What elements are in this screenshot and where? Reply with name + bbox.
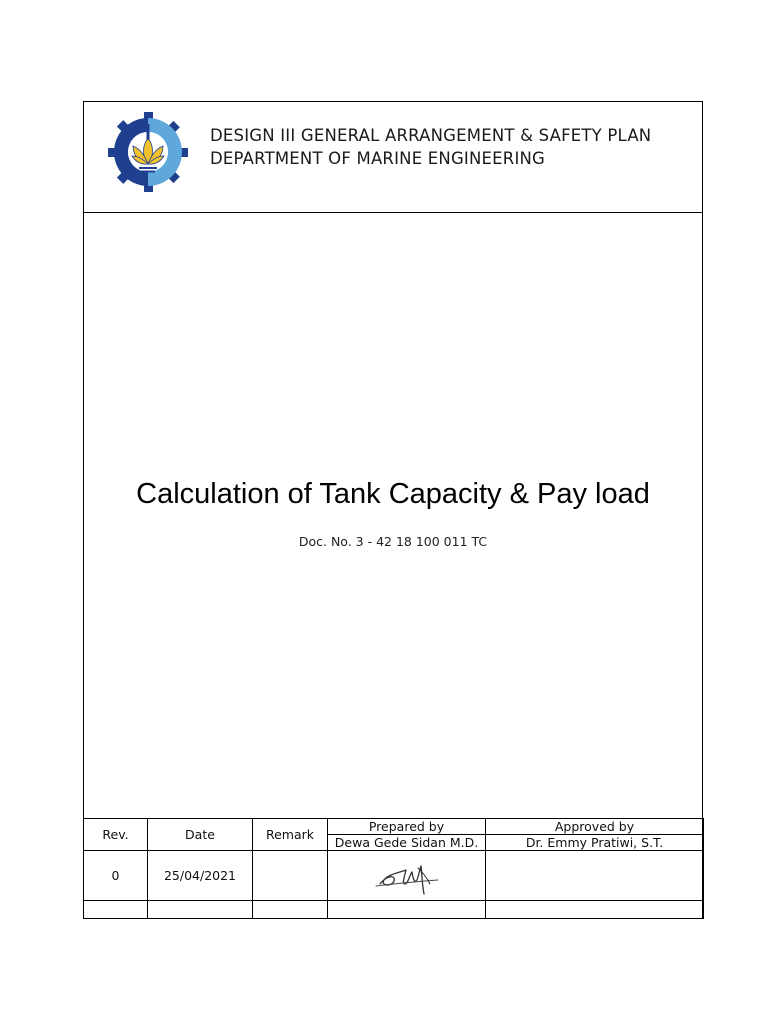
header-title-line-2: DEPARTMENT OF MARINE ENGINEERING: [210, 149, 546, 168]
table-row: [84, 901, 704, 919]
document-frame: [83, 101, 703, 919]
date-value: 25/04/2021: [148, 851, 253, 901]
table-row: [84, 851, 704, 901]
remark-value: [253, 851, 328, 901]
preparer-name: Dewa Gede Sidan M.D.: [328, 835, 486, 851]
rev-value: 0: [84, 851, 148, 901]
header-title-line-1: DESIGN III GENERAL ARRANGEMENT & SAFETY PLAN: [210, 126, 652, 145]
document-number: Doc. No. 3 - 42 18 100 011 TC: [298, 534, 488, 549]
prepared-signature-cell: [328, 851, 486, 901]
prepared-by-header: Prepared by: [328, 819, 486, 835]
empty-cell: [328, 901, 486, 919]
document-header: [84, 102, 702, 213]
remark-header: Remark: [253, 819, 328, 851]
rev-header: Rev.: [84, 819, 148, 851]
revision-table-header-row: [84, 819, 704, 835]
signature-icon: [372, 854, 442, 898]
document-title: Calculation of Tank Capacity & Pay load: [136, 478, 650, 510]
empty-cell: [253, 901, 328, 919]
empty-cell: [486, 901, 704, 919]
approved-signature-cell: [486, 851, 704, 901]
revision-table: [83, 818, 704, 919]
university-logo-icon: [108, 112, 188, 192]
date-header: Date: [148, 819, 253, 851]
empty-cell: [84, 901, 148, 919]
approved-by-header: Approved by: [486, 819, 704, 835]
empty-cell: [148, 901, 253, 919]
approver-name: Dr. Emmy Pratiwi, S.T.: [486, 835, 704, 851]
